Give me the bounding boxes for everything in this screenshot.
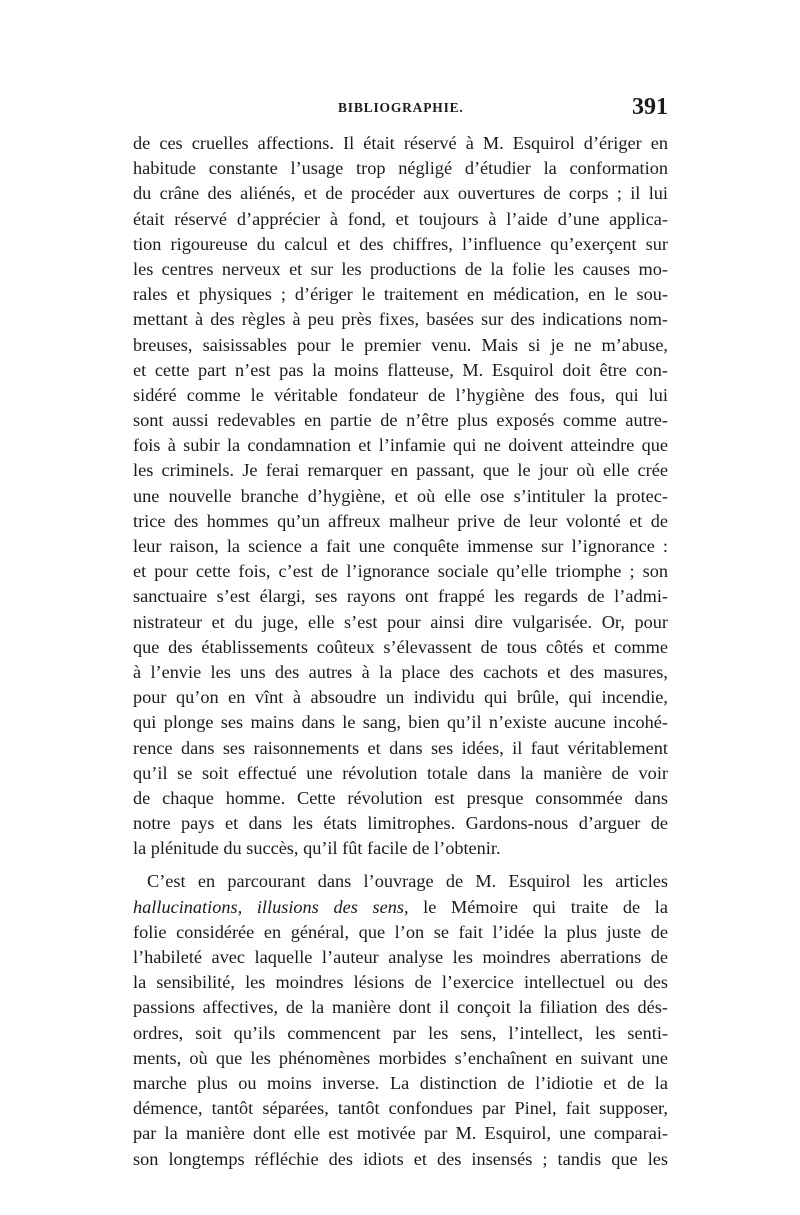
italic-phrase: hallucinations, illusions des sens <box>133 896 404 917</box>
text-segment: , le Mémoire qui traite de la <box>403 896 668 917</box>
text-line: notre pays et dans les états limitrophes. Gardons-nous d’arguer de <box>133 813 668 834</box>
text-line: qui plonge ses mains dans le sang, bien qu’il n’existe aucune incohé- <box>133 712 668 733</box>
text-line: par la manière dont elle est motivée par M. Esquirol, une comparai- <box>133 1123 668 1144</box>
text-line: les centres nerveux et sur les productions de la folie les causes mo- <box>133 258 668 279</box>
text-line: sanctuaire s’est élargi, ses rayons ont frappé les regards de l’admi- <box>133 586 668 607</box>
text-line: était réservé d’apprécier à fond, et toujours à l’aide d’une applica- <box>133 208 668 229</box>
text-line: à l’envie les uns des autres à la place des cachots et des masures, <box>133 661 668 682</box>
text-line: tion rigoureuse du calcul et des chiffres, l’influence qu’exerçent sur <box>133 233 668 254</box>
text-line: sont aussi redevables en partie de n’être plus exposés comme autre- <box>133 410 668 431</box>
text-line: breuses, saisissables pour le premier venu. Mais si je ne m’abuse, <box>133 334 668 355</box>
text-line: rence dans ses raisonnements et dans ses idées, il faut véritablement <box>133 737 668 758</box>
text-line: l’habileté avec laquelle l’auteur analyse les moindres aberrations de <box>133 947 668 967</box>
text-line: habitude constante l’usage trop négligé d’étudier la conformation <box>133 158 668 179</box>
text-line: de ces cruelles affections. Il était réservé à M. Esquirol d’ériger en <box>133 133 668 153</box>
text-line: passions affectives, de la manière dont il conçoit la filiation des dés- <box>133 997 668 1018</box>
text-line: fois à subir la condamnation et l’infamie qui ne doivent atteindre que <box>133 435 668 456</box>
text-line: les criminels. Je ferai remarquer en passant, que le jour où elle crée <box>133 460 668 481</box>
text-line: et cette part n’est pas la moins flatteuse, M. Esquirol doit être con- <box>133 359 668 380</box>
text-line: démence, tantôt séparées, tantôt confondues par Pinel, fait supposer, <box>133 1098 668 1119</box>
running-head: BIBLIOGRAPHIE. <box>338 100 464 115</box>
text-line: folie considérée en général, que l’on se fait l’idée la plus juste de <box>133 921 668 942</box>
text-line: son longtemps réfléchie des idiots et des insensés ; tandis que les <box>133 1148 668 1169</box>
text-line: mettant à des règles à peu près fixes, basées sur des indications nom- <box>133 309 668 330</box>
text-line: que des établissements coûteux s’élevassent de tous côtés et comme <box>133 636 668 657</box>
text-line: leur raison, la science a fait une conquête immense sur l’ignorance : <box>133 536 668 556</box>
text-line: et pour cette fois, c’est de l’ignorance sociale qu’elle triomphe ; son <box>133 561 668 582</box>
text-line: la sensibilité, les moindres lésions de l’exercice intellectuel ou des <box>133 972 668 993</box>
text-line: nistrateur et du juge, elle s’est pour ainsi dire vulgarisée. Or, pour <box>133 611 668 632</box>
page-body <box>133 131 668 1172</box>
paragraph-1 <box>133 131 668 861</box>
text-line: pour qu’on en vînt à absoudre un individu qui brûle, qui incendie, <box>133 687 668 708</box>
text-line: ments, où que les phénomènes morbides s’enchaînent en suivant une <box>133 1047 668 1068</box>
text-line: une nouvelle branche d’hygiène, et où elle ose s’intituler la protec- <box>133 485 668 506</box>
text-line: de chaque homme. Cette révolution est presque consommée dans <box>133 787 668 808</box>
text-line: sidéré comme le véritable fondateur de l’hygiène des fous, qui lui <box>133 384 668 405</box>
text-line: marche plus ou moins inverse. La distinction de l’idiotie et de la <box>133 1072 668 1093</box>
text-line <box>133 895 668 920</box>
text-line: qu’il se soit effectué une révolution totale dans la manière de voir <box>133 762 668 783</box>
text-line: rales et physiques ; d’ériger le traitement en médication, en le sou- <box>133 284 668 305</box>
text-line: la plénitude du succès, qu’il fût facile de l’obtenir. <box>133 838 501 859</box>
text-line: du crâne des aliénés, et de procéder aux ouvertures de corps ; il lui <box>133 183 668 204</box>
page-number: 391 <box>632 94 668 120</box>
page-header <box>133 94 668 124</box>
paragraph-2 <box>133 869 668 1171</box>
text-line: trice des hommes qu’un affreux malheur prive de leur volonté et de <box>133 510 668 531</box>
text-line: C’est en parcourant dans l’ouvrage de M. Esquirol les articles <box>147 871 668 892</box>
text-line: ordres, soit qu’ils commencent par les sens, l’intellect, les senti- <box>133 1022 668 1043</box>
